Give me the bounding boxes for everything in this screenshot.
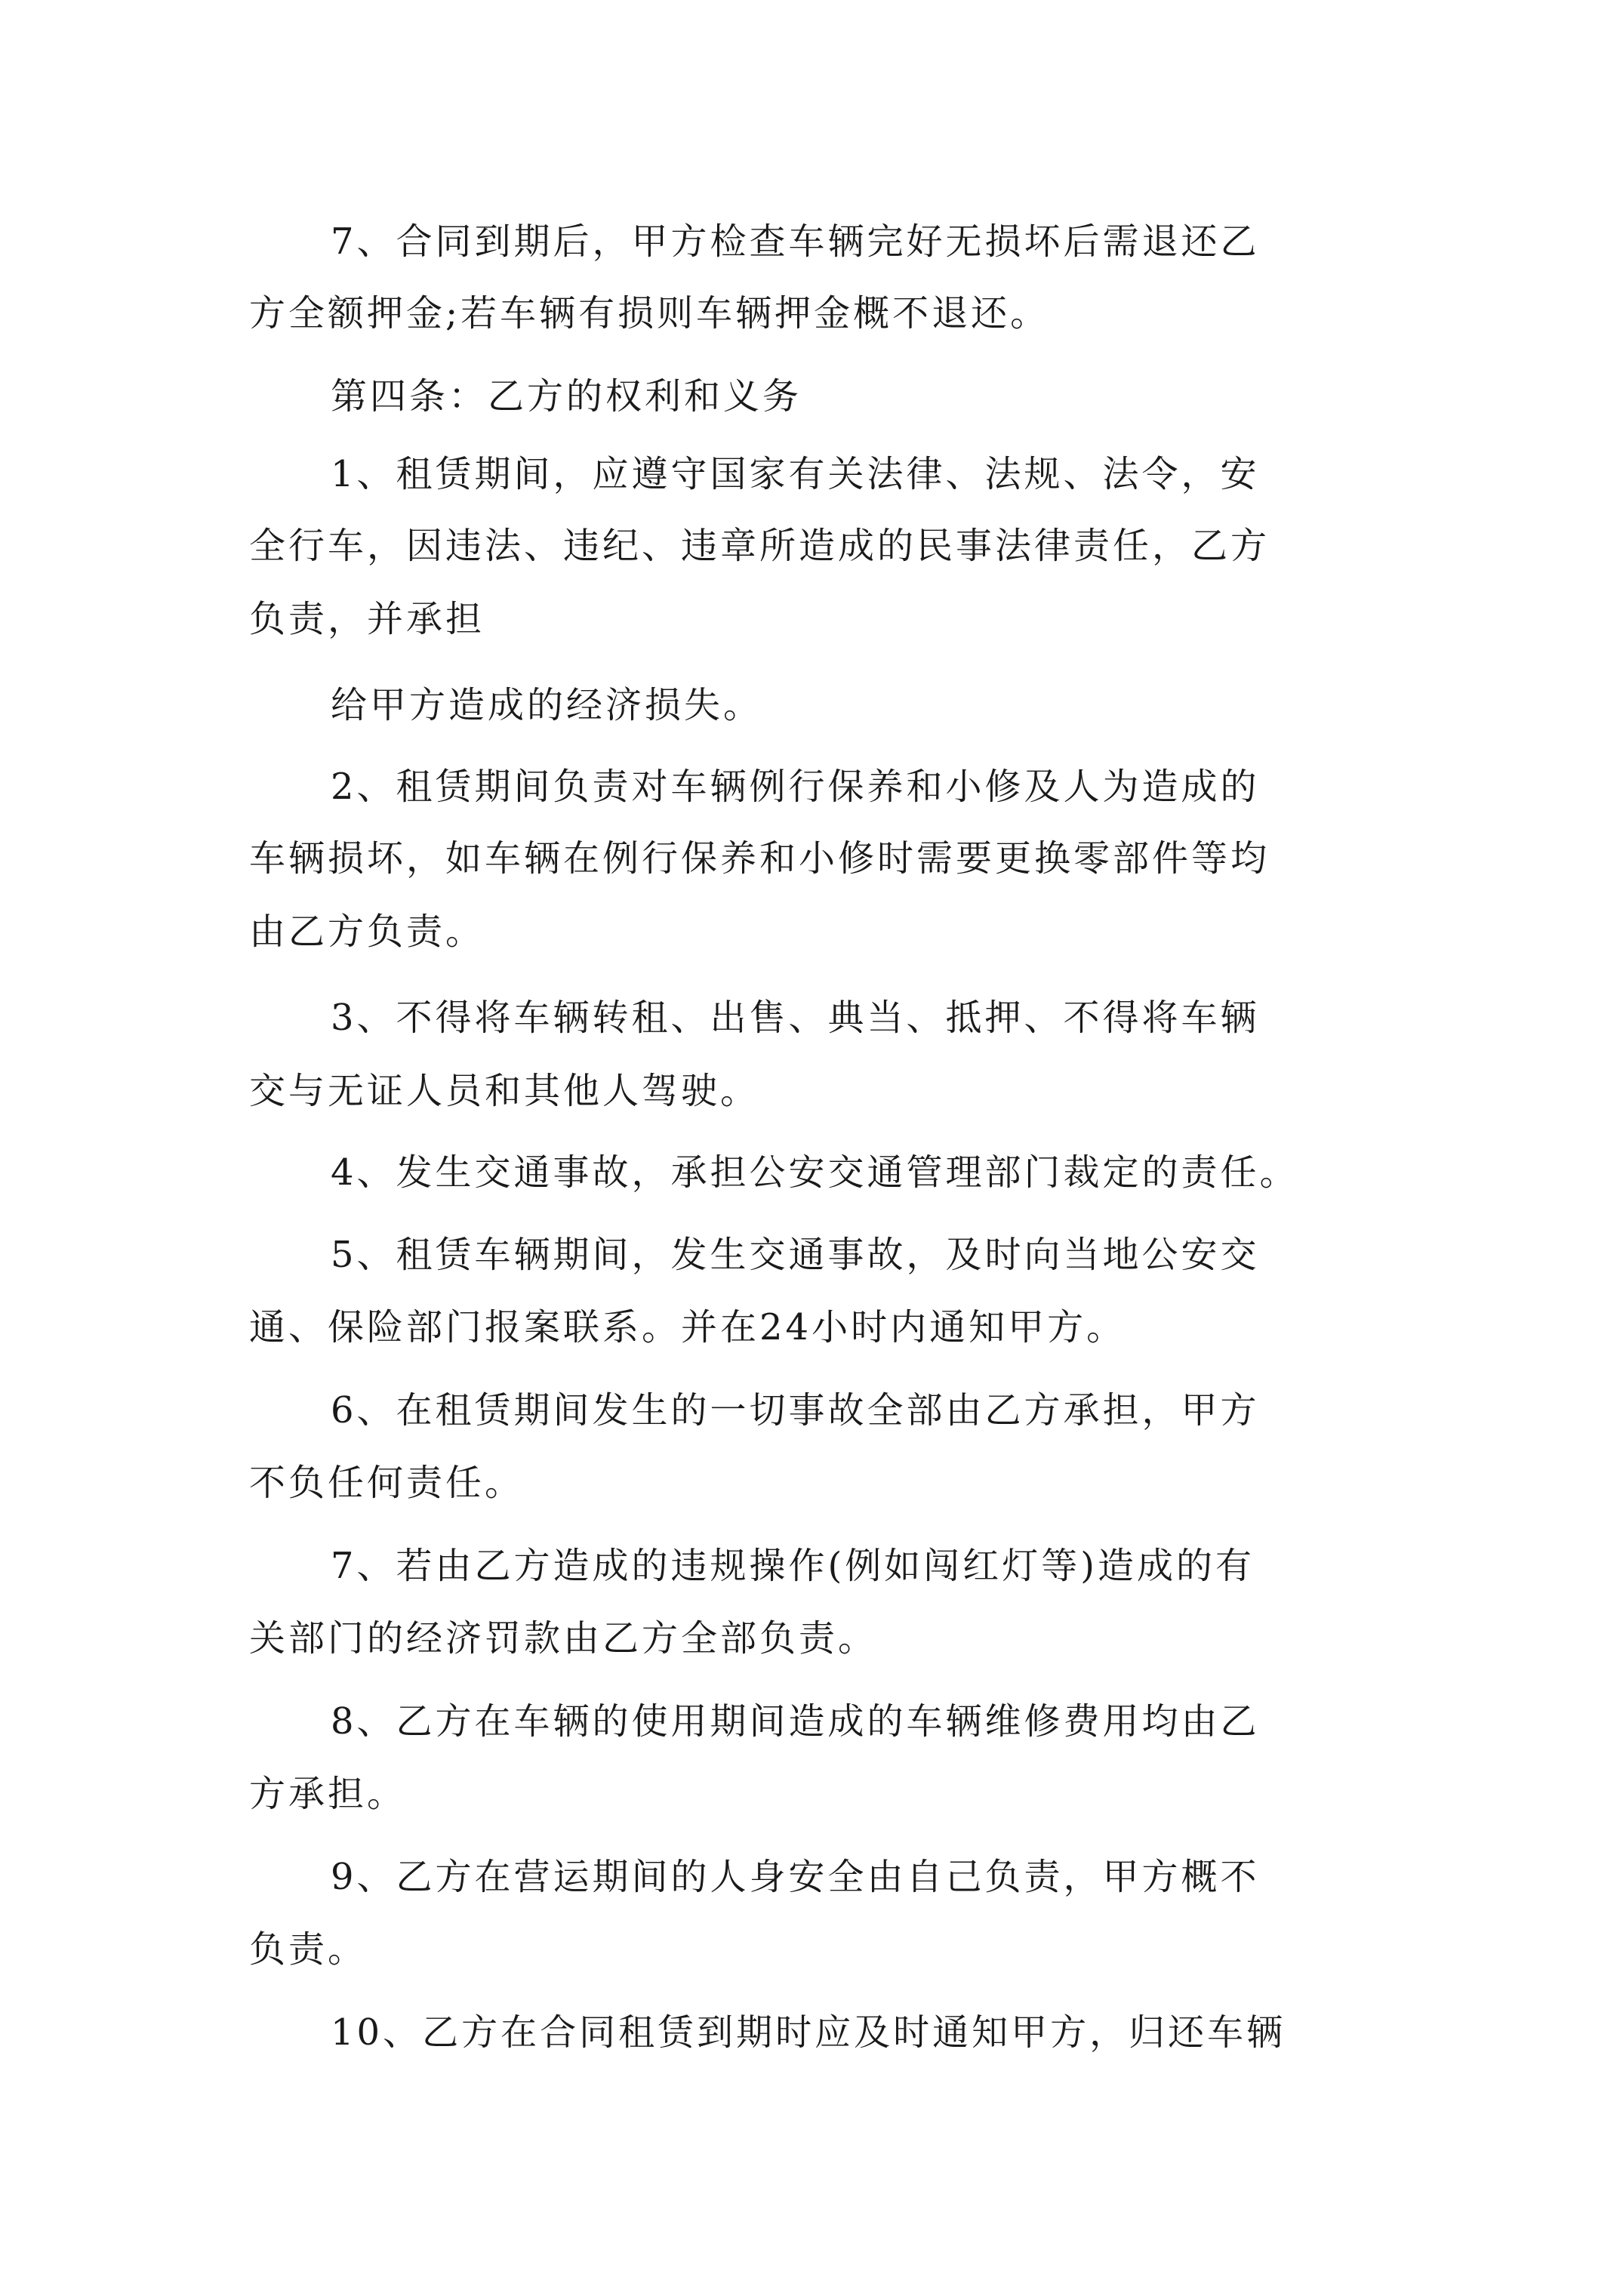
paragraph-line: 10、乙方在合同租赁到期时应及时通知甲方，归还车辆	[331, 2011, 1286, 2054]
paragraph-line: 1、租赁期间，应遵守国家有关法律、法规、法令，安	[331, 453, 1260, 495]
paragraph-line: 不负任何责任。	[249, 1462, 525, 1504]
paragraph-line: 负责。	[249, 1928, 368, 1971]
section-heading: 第四条：乙方的权利和义务	[331, 375, 802, 418]
paragraph-line: 7、若由乙方造成的违规操作(例如闯红灯等)造成的有	[331, 1545, 1255, 1587]
paragraph-line: 9、乙方在营运期间的人身安全由自己负责，甲方概不	[331, 1856, 1260, 1898]
paragraph-line: 8、乙方在车辆的使用期间造成的车辆维修费用均由乙	[331, 1700, 1260, 1743]
paragraph-line: 关部门的经济罚款由乙方全部负责。	[249, 1617, 878, 1660]
paragraph-line: 7、合同到期后，甲方检查车辆完好无损坏后需退还乙	[331, 220, 1260, 263]
paragraph-line: 给甲方造成的经济损失。	[331, 684, 763, 726]
paragraph-line: 负责，并承担	[249, 598, 485, 640]
paragraph-line: 全行车，因违法、违纪、违章所造成的民事法律责任，乙方	[249, 525, 1270, 567]
paragraph-line: 5、租赁车辆期间，发生交通事故，及时向当地公安交	[331, 1234, 1260, 1276]
paragraph-line: 方全额押金;若车辆有损则车辆押金概不退还。	[249, 292, 1050, 334]
paragraph-line: 车辆损坏，如车辆在例行保养和小修时需要更换零部件等均	[249, 837, 1270, 880]
paragraph-line: 2、租赁期间负责对车辆例行保养和小修及人为造成的	[331, 766, 1260, 808]
paragraph-line: 3、不得将车辆转租、出售、典当、抵押、不得将车辆	[331, 997, 1260, 1039]
paragraph-line: 6、在租赁期间发生的一切事故全部由乙方承担，甲方	[331, 1389, 1260, 1432]
paragraph-line: 4、发生交通事故，承担公安交通管理部门裁定的责任。	[331, 1151, 1299, 1194]
paragraph-line: 交与无证人员和其他人驾驶。	[249, 1070, 760, 1112]
paragraph-line: 通、保险部门报案联系。并在24小时内通知甲方。	[249, 1306, 1126, 1348]
paragraph-line: 方承担。	[249, 1773, 407, 1815]
paragraph-line: 由乙方负责。	[249, 911, 485, 953]
